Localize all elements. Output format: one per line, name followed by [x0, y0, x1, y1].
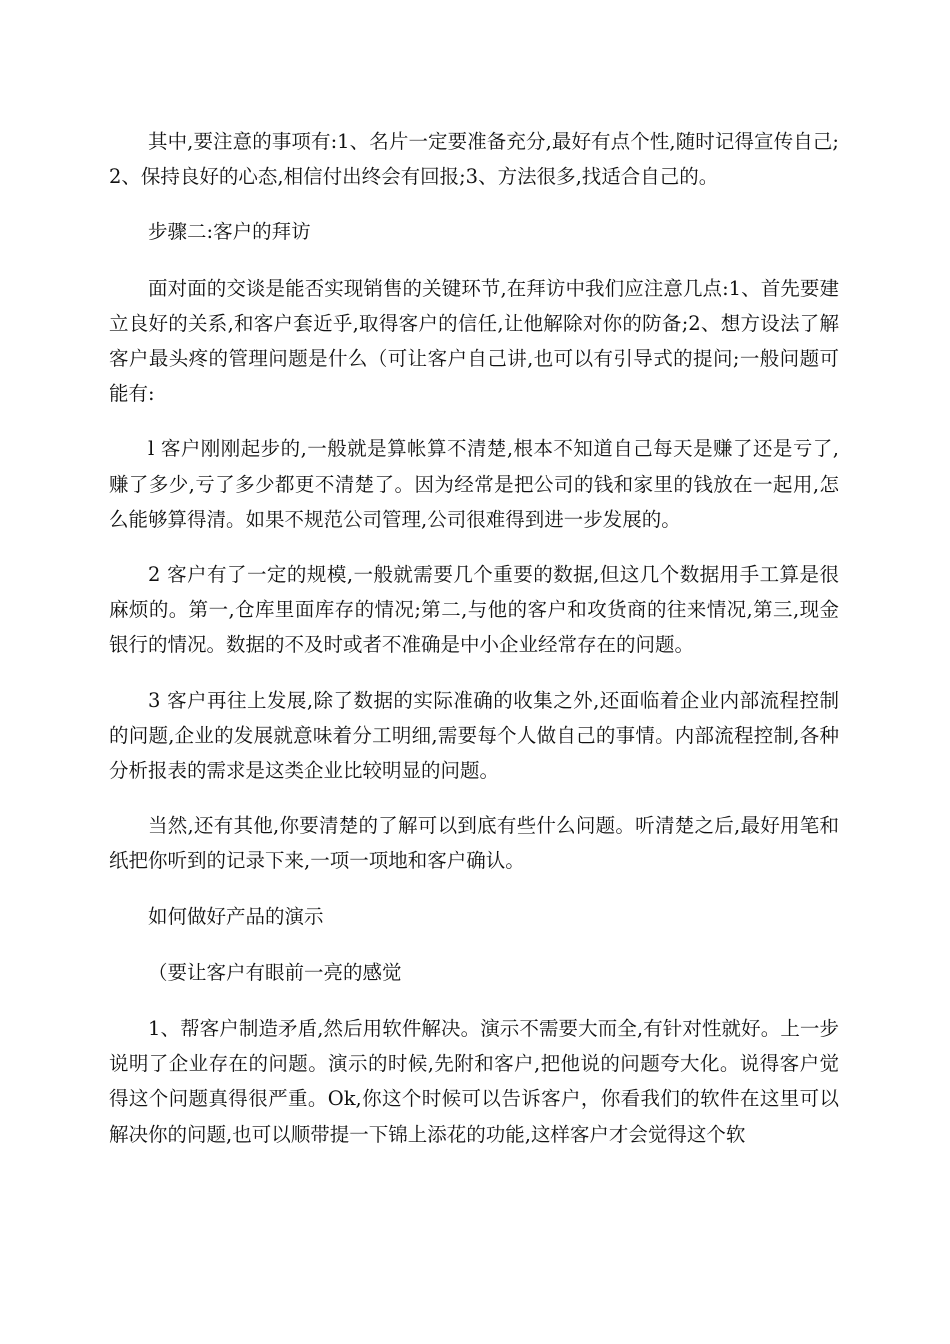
paragraph-problem-3: 3 客户再往上发展,除了数据的实际准确的收集之外,还面临着企业内部流程控制的问题,企业的发展就意味着分工明细,需要每个人做自己的事情。内部流程控制,各种分析报表的需求是这类企业比较明显的问题。	[109, 688, 839, 783]
heading-product-demo: 如何做好产品的演示	[148, 904, 324, 928]
paragraph-demo-tip-1: 1、帮客户制造矛盾,然后用软件解决。演示不需要大而全,有针对性就好。上一步说明了企业存在的问题。演示的时候,先附和客户,把他说的问题夸大化。说得客户觉得这个问题真得很严重。Ok,你这个时候可以告诉客户，你看我们的软件在这里可以解决你的问题,也可以顺带提一下锦上添花的功能,这样客户才会觉得这个软	[109, 1017, 839, 1146]
paragraph-other-issues: 当然,还有其他,你要清楚的了解可以到底有些什么问题。听清楚之后,最好用笔和纸把你听到的记录下来,一项一项地和客户确认。	[109, 814, 839, 873]
paragraph-problem-1: l 客户刚刚起步的,一般就是算帐算不清楚,根本不知道自己每天是赚了还是亏了,赚了多少,亏了多少都更不清楚了。因为经常是把公司的钱和家里的钱放在一起用,怎么能够算得清。如果不规范公司管理,公司很难得到进一步发展的。	[109, 437, 839, 531]
document-body	[109, 124, 839, 1172]
paragraph-problem-2: 2 客户有了一定的规模,一般就需要几个重要的数据,但这几个数据用手工算是很麻烦的。第一,仓库里面库存的情况;第二,与他的客户和攻货商的往来情况,第三,现金银行的情况。数据的不及时或者不准确是中小企业经常存在的问题。	[109, 563, 839, 657]
paragraph-notes: 其中,要注意的事项有:1、名片一定要准备充分,最好有点个性,随时记得宣传自己;2、保持良好的心态,相信付出终会有回报;3、方法很多,找适合自己的。	[109, 130, 839, 189]
paragraph-face-to-face: 面对面的交谈是能否实现销售的关键环节,在拜访中我们应注意几点:1、首先要建立良好的关系,和客户套近乎,取得客户的信任,让他解除对你的防备;2、想方设法了解客户最头疼的管理问题是什么（可让客户自己讲,也可以有引导式的提问;一般问题可能有:	[109, 276, 839, 406]
subheading-impress-client: （要让客户有眼前一亮的感觉	[148, 960, 402, 984]
heading-step-two: 步骤二:客户的拜访	[148, 220, 311, 244]
